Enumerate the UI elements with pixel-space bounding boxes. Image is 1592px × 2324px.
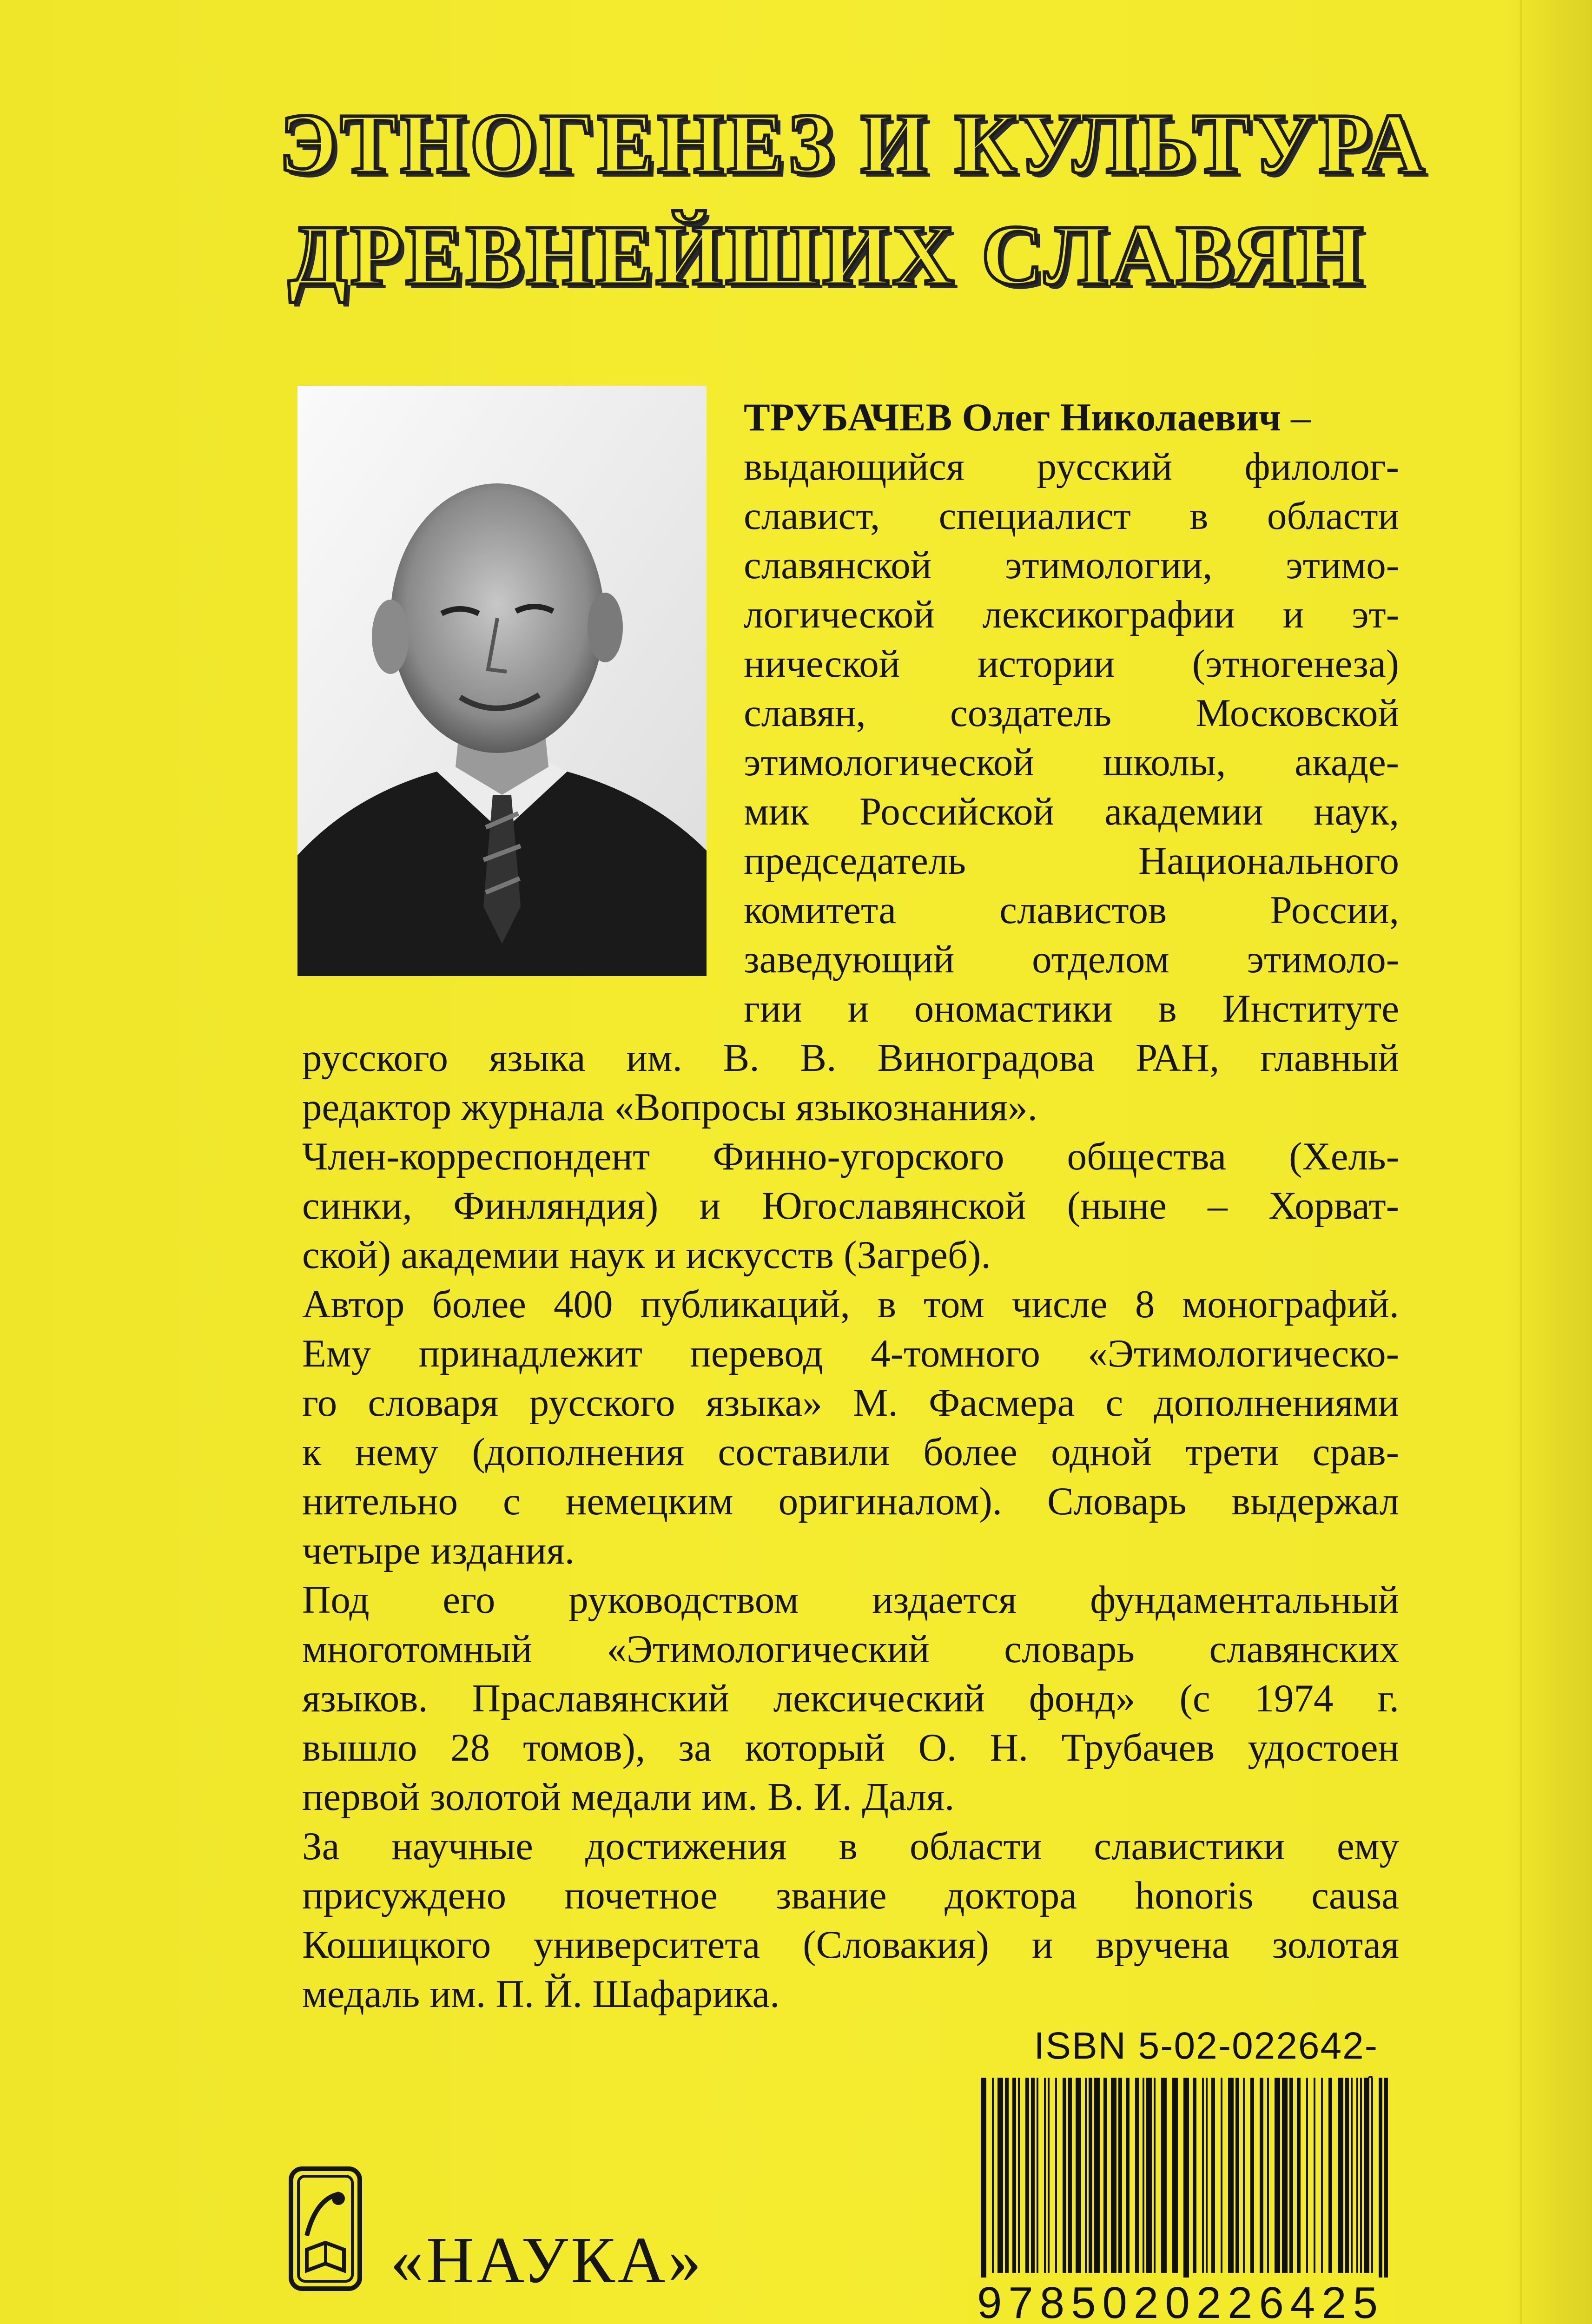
barcode-bar [1364, 2078, 1369, 2273]
barcode-bar [1267, 2078, 1269, 2273]
barcode-bar [1126, 2078, 1130, 2273]
barcode-bar [1037, 2078, 1038, 2273]
bio-line: гии и ономастики в Институте [744, 987, 1399, 1030]
barcode-bar [997, 2078, 1003, 2273]
barcode-bar [1135, 2078, 1139, 2273]
barcode-bars [976, 2078, 1394, 2291]
nauka-logo-icon [288, 2166, 363, 2291]
barcode [976, 2078, 1394, 2291]
barcode-bar [1351, 2078, 1353, 2273]
barcode-bar [1068, 2078, 1072, 2273]
bio-line: го словаря русского языка» М. Фасмера с дополнениями [302, 1381, 1399, 1425]
barcode-bar [1228, 2078, 1234, 2273]
barcode-bar [1250, 2078, 1254, 2273]
author-name: ТРУБАЧЕВ Олег Николаевич [744, 396, 1281, 439]
bio-line: заведующий отделом этимоло- [744, 938, 1399, 981]
bio-line: Ему принадлежит перевод 4-томного «Этимологическо- [302, 1332, 1399, 1375]
barcode-bar [1154, 2078, 1156, 2273]
barcode-bar [1085, 2078, 1087, 2273]
barcode-bar [1328, 2078, 1332, 2273]
barcode-bar [1183, 2078, 1189, 2291]
barcode-bar [981, 2078, 986, 2291]
bio-line: нической истории (этногенеза) [744, 642, 1399, 686]
barcode-bar [1012, 2078, 1016, 2273]
barcode-bar [1371, 2078, 1373, 2273]
barcode-bar [1143, 2078, 1144, 2273]
bio-line: логической лексикографии и эт- [744, 593, 1399, 636]
bio-line: Член-корреспондент Финно-угорского общества (Хель- [302, 1135, 1399, 1178]
bio-line: синки, Финляндия) и Югославянской (ныне – Хорват- [302, 1184, 1399, 1228]
bio-line: медаль им. П. Й. Шафарика. [302, 1972, 780, 2016]
barcode-bar [1089, 2078, 1092, 2273]
barcode-bar [1103, 2078, 1107, 2273]
barcode-bar [1338, 2078, 1343, 2273]
barcode-bar [1306, 2078, 1308, 2273]
bio-line: председатель Национального [744, 839, 1399, 883]
bio-line: редактор журнала «Вопросы языкознания». [302, 1085, 1037, 1129]
barcode-bar [1345, 2078, 1349, 2273]
barcode-bar [1260, 2078, 1263, 2273]
bio-line: комитета славистов России, [744, 888, 1399, 932]
bio-line: многотомный «Этимологический словарь славянских [302, 1627, 1399, 1671]
barcode-bar [1146, 2078, 1152, 2273]
bio-line: присуждено почетное звание доктора honoris causa [302, 1874, 1399, 1917]
bio-line: русского языка им. В. В. Виноградова РАН, главный [302, 1036, 1399, 1080]
bio-line: нительно с немецким оригиналом). Словарь выдержал [302, 1479, 1399, 1523]
barcode-bar [1243, 2078, 1245, 2273]
barcode-bar [1055, 2078, 1057, 2273]
barcode-bar [1063, 2078, 1066, 2273]
title-line-2: ДРЕВНЕЙШИХ СЛАВЯН [288, 208, 1367, 303]
bio-line: языков. Праславянский лексический фонд» (с 1974 г. [302, 1677, 1399, 1720]
author-name-dash: – [1281, 396, 1311, 439]
barcode-bar [1282, 2078, 1288, 2273]
barcode-bar [1005, 2078, 1009, 2273]
barcode-bar [1048, 2078, 1050, 2273]
bio-line: Автор более 400 публикаций, в том числе 8 монографий. [302, 1282, 1399, 1326]
barcode-bar [1314, 2078, 1315, 2273]
barcode-bar [1206, 2078, 1208, 2273]
barcode-bar [1379, 2078, 1382, 2291]
bio-line: славянской этимологии, этимо- [744, 543, 1399, 587]
bio-line: мик Российской академии наук, [744, 790, 1399, 833]
bio-line: славист, специалист в области [744, 494, 1399, 538]
barcode-bar [1202, 2078, 1204, 2273]
publisher-name: «НАУКА» [390, 2223, 704, 2297]
author-name-line [744, 393, 1399, 442]
barcode-bar [1360, 2078, 1362, 2273]
barcode-bar [1094, 2078, 1100, 2273]
barcode-bar [1018, 2078, 1020, 2273]
barcode-bar [1356, 2078, 1358, 2273]
barcode-bar [1111, 2078, 1116, 2273]
barcode-bar [1275, 2078, 1280, 2273]
bio-line: этимологической школы, акаде- [744, 740, 1399, 784]
isbn-label: ISBN 5-02-022642- [1034, 2025, 1378, 2067]
bio-line: четыре издания. [302, 1529, 575, 1572]
barcode-digits: 9785020226425 [967, 2278, 1394, 2324]
barcode-bar [1161, 2078, 1167, 2273]
barcode-bar [1025, 2078, 1029, 2273]
barcode-bar [1031, 2078, 1035, 2273]
barcode-bar [1321, 2078, 1323, 2273]
bio-line: к нему (дополнения составили более одной трети срав- [302, 1430, 1399, 1474]
barcode-bar [1044, 2078, 1046, 2273]
barcode-bar [1289, 2078, 1293, 2273]
bio-line: вышло 28 томов), за который О. Н. Трубачев удостоен [302, 1726, 1399, 1769]
barcode-bar [1193, 2078, 1196, 2273]
bio-line: Под его руководством издается фундаментальный [302, 1578, 1399, 1622]
bio-line: ской) академии наук и искусств (Загреб). [302, 1233, 991, 1277]
barcode-bar [1384, 2078, 1388, 2291]
barcode-bar [1076, 2078, 1081, 2273]
barcode-bar [1297, 2078, 1301, 2273]
bio-line: славян, создатель Московской [744, 691, 1399, 735]
bio-line: выдающийся русский филолог- [744, 445, 1399, 489]
barcode-bar [1172, 2078, 1178, 2273]
bio-line: За научные достижения в области славистики ему [302, 1824, 1399, 1868]
title-line-1: ЭТНОГЕНЕЗ И КУЛЬТУРА [279, 96, 1428, 191]
barcode-bar [1221, 2078, 1222, 2273]
bio-line: Кошицкого университета (Словакия) и вручена золотая [302, 1923, 1399, 1967]
barcode-bar [1211, 2078, 1215, 2273]
barcode-bar [1118, 2078, 1122, 2273]
barcode-bar [992, 2078, 994, 2273]
bio-line: первой золотой медали им. В. И. Даля. [302, 1775, 955, 1819]
barcode-bar [1235, 2078, 1239, 2273]
